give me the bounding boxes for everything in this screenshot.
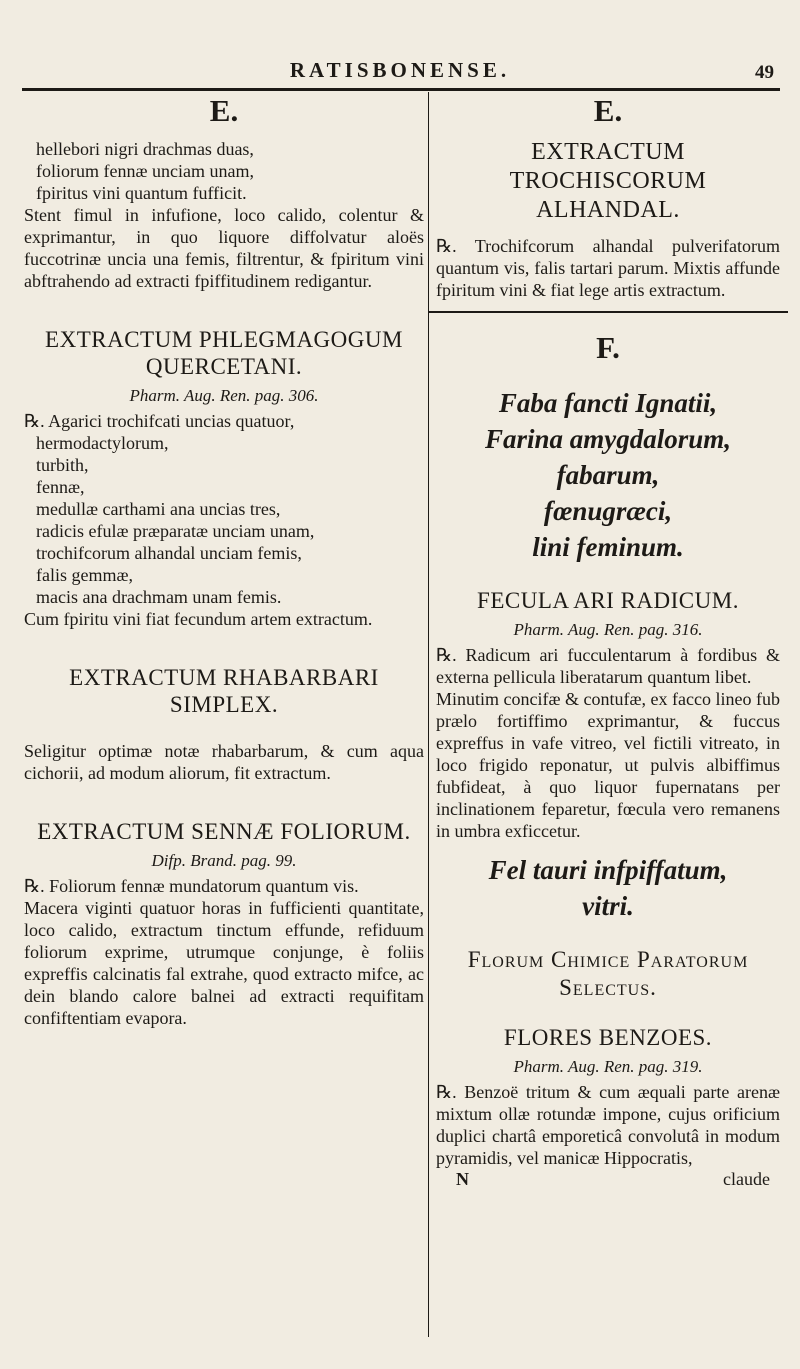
senna-paragraph: Macera viginti quatuor horas in fufficienti quantitate, loco calido, extractum tinctum effunde, refiduum foliorum exprime, utrumque conjunge, è foliis expreffis calcinatis fal extrahe, quod extracto mifce, ac dein blando calore balnei ad extracti requifitam confiftentiam evapora. bbox=[24, 898, 424, 1028]
trochisci-paragraph: ℞. Trochifcorum alhandal pulverifatorum quantum vis, falis tartari parum. Mixtis affunde fpiritum vini & fiat lege artis extractum. bbox=[436, 236, 780, 300]
entry-lini: lini feminum. bbox=[532, 532, 684, 562]
column-divider bbox=[428, 92, 429, 1337]
heading-trochiscorum: EXTRACTUM TROCHISCORUM ALHANDAL. bbox=[509, 139, 707, 223]
heading-sennae: EXTRACTUM SENNÆ FOLIORUM. bbox=[37, 819, 411, 844]
entry-faba: Faba fancti Ignatii, bbox=[498, 388, 718, 418]
ingredient-line: hermodactylorum, bbox=[36, 433, 169, 453]
rhabarb-paragraph: Seligitur optimæ notæ rhabarbarum, & cum aqua cichorii, ad modum aliorum, fit extractum. bbox=[24, 741, 424, 783]
heading-benzoes: FLORES BENZOES. bbox=[503, 1025, 713, 1050]
source-citation: Pharm. Aug. Ren. pag. 316. bbox=[513, 620, 703, 639]
running-head: RATISBONENSE. bbox=[289, 58, 511, 82]
signature-mark: N bbox=[456, 1169, 469, 1189]
fecula-paragraph: Minutim concifæ & contufæ, ex facco lineo fub prælo fortiffimo exprimantur, & fuccus expreffus in vafe vitreo, vel fictili vitreato, in loco frigido reponatur, ut pulvis albiffimus fubfideat, à quo liquor fupernatans per inclinationem feparetur, fœcula vero remanens in umbra exficcetur. bbox=[436, 689, 780, 841]
entry-farina: Farina amygdalorum, bbox=[484, 424, 732, 454]
section-separator bbox=[428, 311, 788, 313]
source-citation: Difp. Brand. pag. 99. bbox=[151, 851, 297, 870]
fecula-first-line: ℞. Radicum ari fucculentarum à fordibus & externa pellicula liberatarum quantum libet. bbox=[436, 645, 780, 687]
senna-first-line: ℞. Foliorum fennæ mundatorum quantum vis. bbox=[24, 876, 359, 896]
catchword: claude bbox=[723, 1169, 770, 1189]
header-rule bbox=[22, 88, 780, 91]
source-citation: Pharm. Aug. Ren. pag. 319. bbox=[513, 1057, 703, 1076]
intro-paragraph: Stent fimul in infufione, loco calido, colentur & exprimantur, in quo liquore diffolvatur aloës fuccotrinæ uncia una femis, filtrentur, & fpiritum vini abftrahendo ad extracti fpiffitudinem redigantur. bbox=[24, 205, 424, 291]
ingredient-line: macis ana drachmam unam femis. bbox=[36, 587, 282, 607]
entry-foenugraeci: fœnugræci, bbox=[543, 496, 673, 526]
entry-fabarum: fabarum, bbox=[556, 460, 660, 490]
heading-rhabarbari: EXTRACTUM RHABARBARI SIMPLEX. bbox=[69, 665, 379, 717]
ingredient-line: medullæ carthami ana uncias tres, bbox=[36, 499, 281, 519]
closing-paragraph: Cum fpiritu vini fiat fecundum artem extractum. bbox=[24, 609, 373, 629]
ingredient-line: fennæ, bbox=[36, 477, 85, 497]
page-number: 49 bbox=[755, 62, 774, 83]
left-column bbox=[24, 92, 424, 1029]
ingredient-line: radicis efulæ præparatæ unciam unam, bbox=[36, 521, 315, 541]
page-footer-line bbox=[436, 1169, 780, 1190]
right-column bbox=[436, 92, 780, 1190]
section-letter-f: F. bbox=[596, 330, 620, 365]
ingredient-line: falis gemmæ, bbox=[36, 565, 133, 585]
heading-phlegmagogum: EXTRACTUM PHLEGMAGOGUM QUERCETANI. bbox=[45, 327, 403, 379]
entry-fel-tauri: Fel tauri infpiffatum, bbox=[488, 855, 728, 885]
source-citation: Pharm. Aug. Ren. pag. 306. bbox=[129, 386, 319, 405]
benzoes-paragraph: ℞. Benzoë tritum & cum æquali parte arenæ mixtum ollæ rotundæ impone, cujus orificium duplici chartâ emporeticâ convolutâ in modum pyramidis, vel manicæ Hippocratis, bbox=[436, 1082, 780, 1168]
heading-florum: Florum Chimice Paratorum Selectus. bbox=[467, 947, 749, 1000]
section-letter-e-left: E. bbox=[209, 93, 239, 128]
ingredient-line: turbith, bbox=[36, 455, 89, 475]
section-letter-e-right: E. bbox=[593, 93, 623, 128]
ingredient-line: ℞. Agarici trochifcati uncias quatuor, bbox=[24, 411, 295, 431]
heading-fecula: FECULA ARI RADICUM. bbox=[477, 588, 739, 613]
entry-vitri: vitri. bbox=[582, 891, 634, 921]
ingredient-line: trochifcorum alhandal unciam femis, bbox=[36, 543, 302, 563]
ingredient-line: fpiritus vini quantum fufficit. bbox=[36, 183, 247, 203]
ingredient-line: foliorum fennæ unciam unam, bbox=[36, 161, 254, 181]
ingredient-line: hellebori nigri drachmas duas, bbox=[36, 139, 254, 159]
